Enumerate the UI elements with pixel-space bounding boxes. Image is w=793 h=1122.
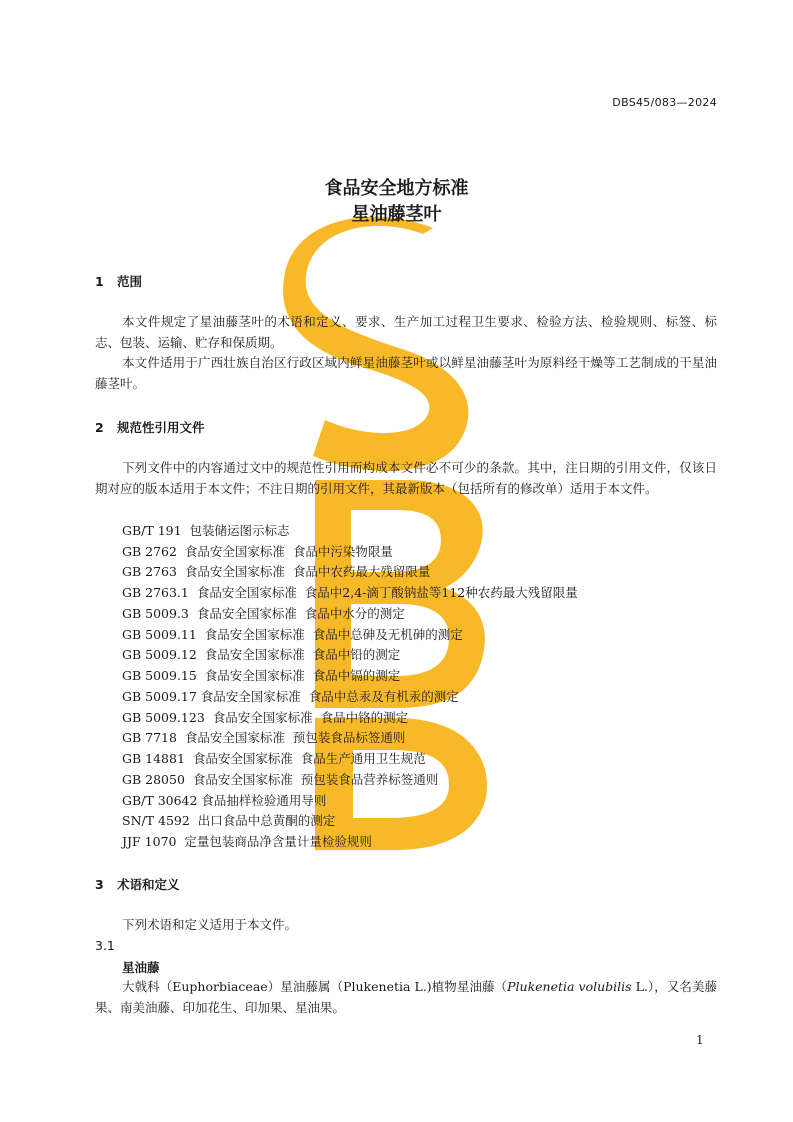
section-title: 范围 — [117, 274, 143, 289]
reference-item: GB 5009.3 食品安全国家标准 食品中水分的测定 — [122, 606, 405, 621]
reference-item: GB 5009.123 食品安全国家标准 食品中铬的测定 — [122, 710, 409, 725]
term-definition-part: L.），又名美藤果、南美油藤、印加花生、印加果、星油果。 — [95, 979, 718, 1015]
references-intro-paragraph: 下列文件中的内容通过文中的规范性引用而构成本文件必不可少的条款。其中，注日期的引用文件，仅该日期对应的版本适用于本文件；不注日期的引用文件，其最新版本（包括所有的修改单）适用于本文件。 — [95, 460, 717, 496]
reference-item: GB 5009.11 食品安全国家标准 食品中总砷及无机砷的测定 — [122, 627, 463, 642]
section-title: 规范性引用文件 — [117, 420, 205, 435]
reference-item: GB 2763 食品安全国家标准 食品中农药最大残留限量 — [122, 564, 431, 579]
reference-item: GB 5009.17 食品安全国家标准 食品中总汞及有机汞的测定 — [122, 689, 459, 704]
document-subtitle: 星油藤茎叶 — [351, 204, 442, 225]
term-latin-name: Plukenetia volubilis — [507, 979, 632, 994]
reference-item: GB 7718 食品安全国家标准 预包装食品标签通则 — [122, 730, 406, 745]
reference-item: GB 5009.12 食品安全国家标准 食品中铅的测定 — [122, 647, 401, 662]
reference-item: SN/T 4592 出口食品中总黄酮的测定 — [122, 813, 336, 828]
section-number: 2 — [95, 420, 104, 435]
term-definition — [95, 977, 717, 1018]
reference-item: GB/T 191 包装储运图示标志 — [122, 523, 290, 538]
section-heading-scope — [95, 272, 142, 290]
section-number: 1 — [95, 274, 104, 289]
scope-paragraph-1: 本文件规定了星油藤茎叶的术语和定义、要求、生产加工过程卫生要求、检验方法、检验规则、标签、标志、包装、运输、贮存和保质期。 — [95, 314, 717, 350]
reference-item: GB 2762 食品安全国家标准 食品中污染物限量 — [122, 544, 393, 559]
reference-item: GB 14881 食品安全国家标准 食品生产通用卫生规范 — [122, 751, 426, 766]
section-heading-normative-references — [95, 418, 205, 436]
terms-intro-paragraph: 下列术语和定义适用于本文件。 — [122, 917, 298, 932]
scope-paragraph-2: 本文件适用于广西壮族自治区行政区域内鲜星油藤茎叶或以鲜星油藤茎叶为原料经干燥等工艺制成的干星油藤茎叶。 — [95, 355, 717, 391]
document-title: 食品安全地方标准 — [324, 178, 469, 199]
reference-item: GB/T 30642 食品抽样检验通用导则 — [122, 793, 327, 808]
section-number: 3 — [95, 877, 104, 892]
reference-item: GB 2763.1 食品安全国家标准 食品中2,4-滴丁酸钠盐等112种农药最大残留限量 — [122, 585, 578, 600]
term-number: 3.1 — [95, 938, 115, 953]
term-name: 星油藤 — [122, 960, 160, 975]
term-definition-part: 大戟科（Euphorbiaceae）星油藤属（Plukenetia L.)植物星油藤（ — [122, 979, 508, 994]
section-heading-terms-definitions — [95, 875, 180, 893]
reference-item: JJF 1070 定量包装商品净含量计量检验规则 — [122, 834, 372, 849]
section-title: 术语和定义 — [117, 877, 180, 892]
document-id: DBS45/083—2024 — [612, 96, 717, 109]
reference-item: GB 28050 食品安全国家标准 预包装食品营养标签通则 — [122, 772, 439, 787]
reference-item: GB 5009.15 食品安全国家标准 食品中镉的测定 — [122, 668, 401, 683]
page-number: 1 — [696, 1033, 704, 1047]
